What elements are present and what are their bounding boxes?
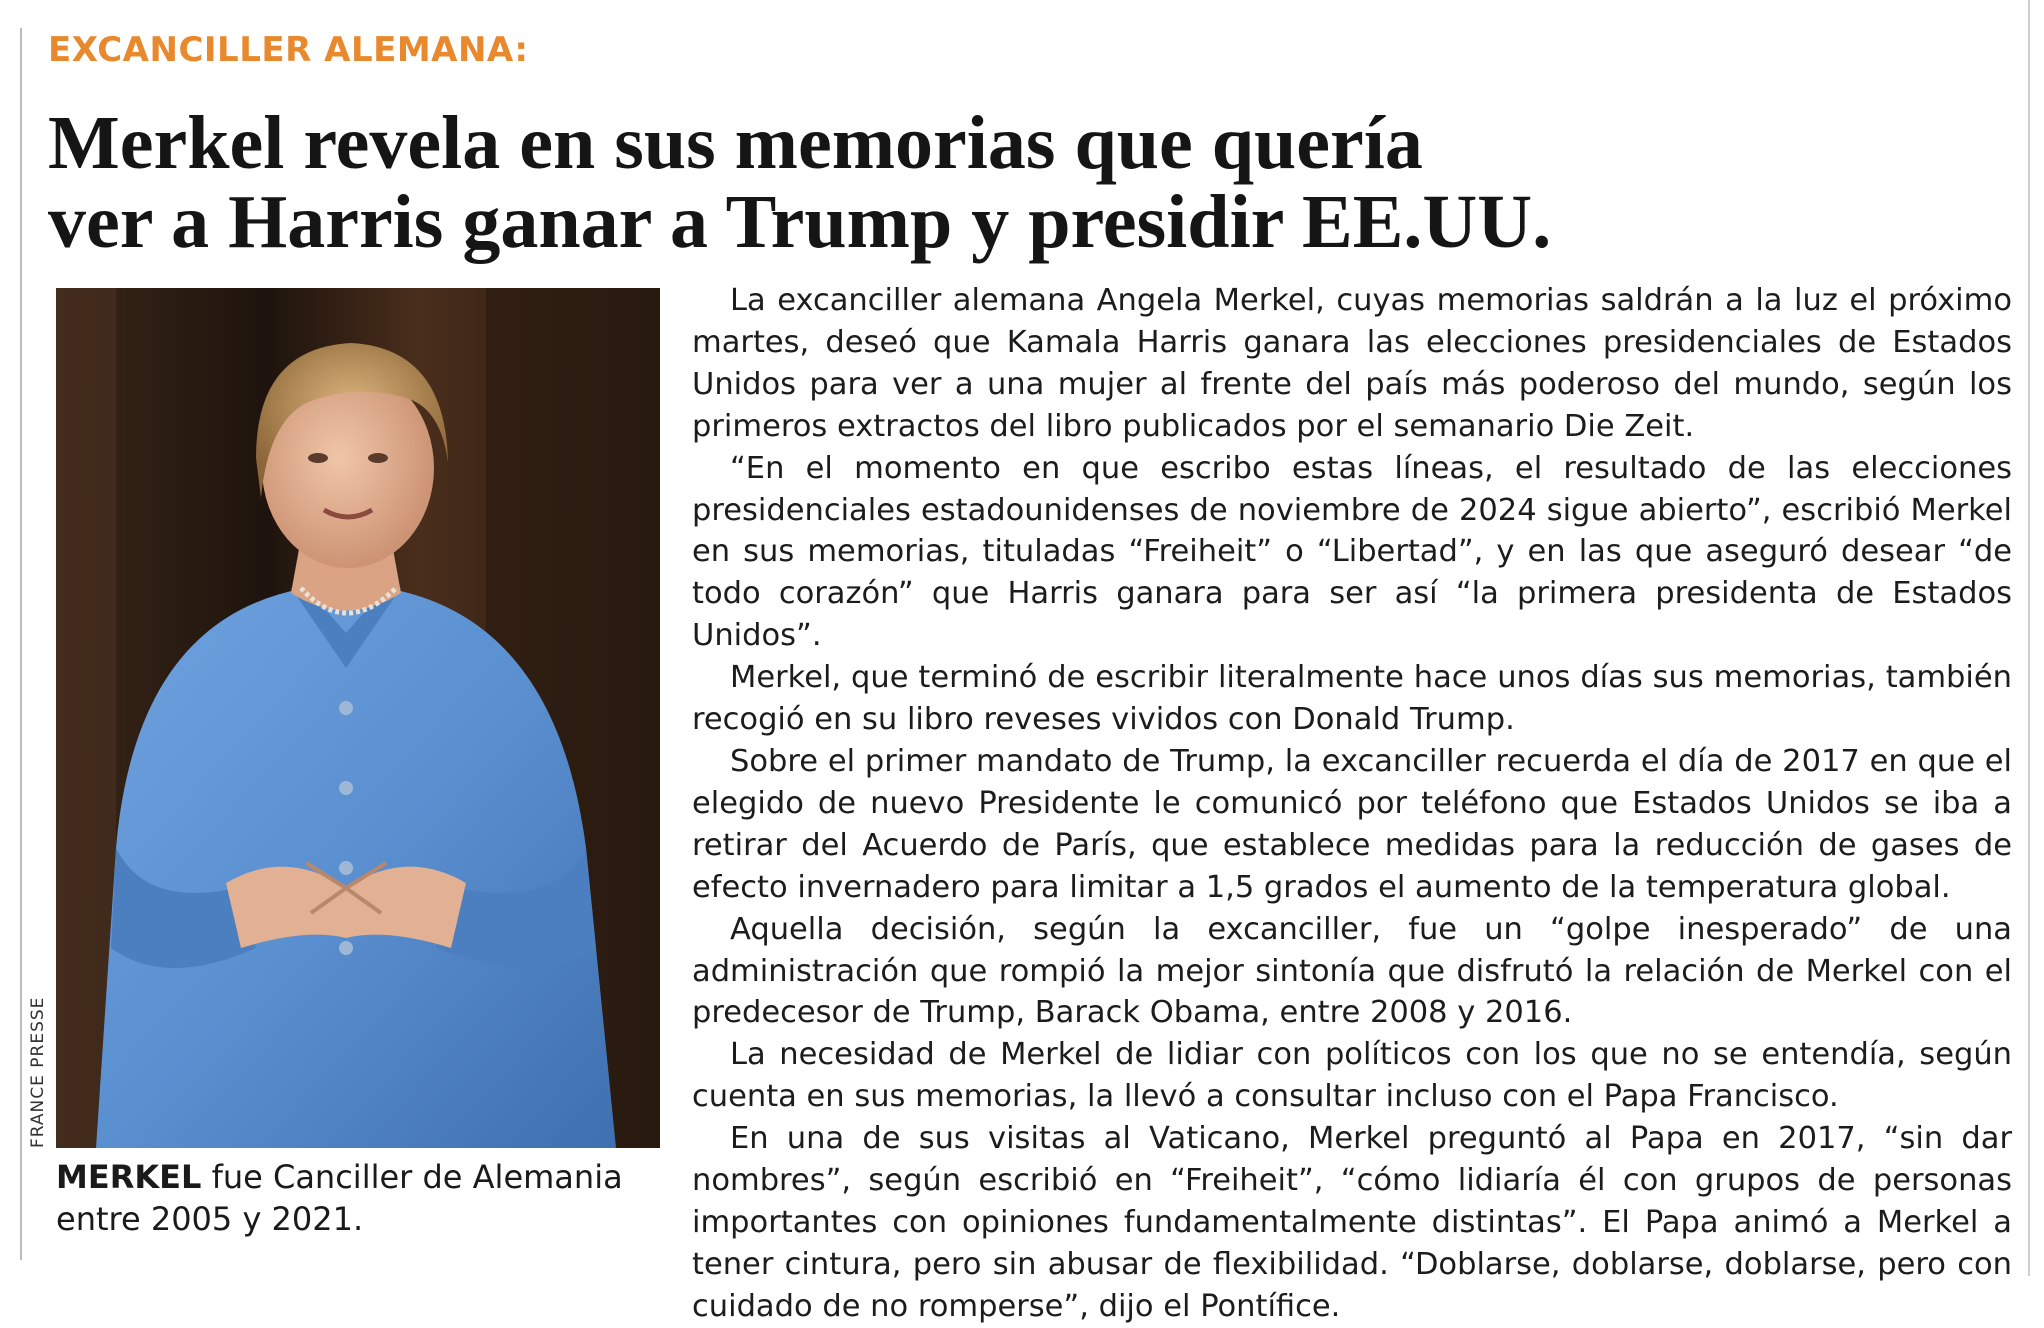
article-body: [692, 280, 2012, 1328]
merkel-photo-illustration: [56, 288, 660, 1148]
merkel-photo: [56, 288, 660, 1148]
article-paragraph-5: Aquella decisión, según la excanciller, fue un “golpe inesperado” de una administración que rompió la mejor sintonía que disfrutó la relación de Merkel con el predecesor de Trump, Barack Obama, entre 2008 y 2016.: [692, 911, 2012, 1031]
article-paragraph-7: En una de sus visitas al Vaticano, Merkel preguntó al Papa en 2017, “sin dar nombres”, según escribió en “Freiheit”, “cómo lidiaría él con grupos de personas importantes con opiniones fundamentalmente distintas”. El Papa animó a Merkel a tener cintura, pero sin abusar de flexibilidad. “Doblarse, doblarse, doblarse, pero con cuidado de no romperse”, dijo el Pontífice.: [692, 1121, 2012, 1324]
kicker: EXCANCILLER ALEMANA:: [48, 30, 529, 70]
left-column-rule: [20, 28, 22, 1260]
headline-line-2: ver a Harris ganar a Trump y presidir EE.UU.: [48, 180, 1552, 264]
article-paragraph-2: “En el momento en que escribo estas líneas, el resultado de las elecciones presidenciales estadounidenses de noviembre de 2024 sigue abierto”, escribió Merkel en sus memorias, tituladas “Freiheit” o “Libertad”, y en las que aseguró desear “de todo corazón” que Harris ganara para ser así “la primera presidenta de Estados Unidos”.: [692, 450, 2012, 654]
headline-line-1: Merkel revela en sus memorias que quería: [48, 101, 1423, 185]
right-column-rule: [2028, 0, 2030, 1276]
photo-credit: FRANCE PRESSE: [28, 996, 48, 1148]
article-paragraph-3: Merkel, que terminó de escribir literalmente hace unos días sus memorias, también recogió en su libro reveses vividos con Donald Trump.: [692, 660, 2012, 738]
caption-name: MERKEL: [56, 1158, 202, 1196]
caption-text: fue Canciller de Alemania entre 2005 y 2021.: [56, 1158, 623, 1238]
article-paragraph-4: Sobre el primer mandato de Trump, la excanciller recuerda el día de 2017 en que el elegido de nuevo Presidente le comunicó por teléfono que Estados Unidos se iba a retirar del Acuerdo de París, que establece medidas para la reducción de gases de efecto invernadero para limitar a 1,5 grados el aumento de la temperatura global.: [692, 743, 2012, 905]
headline: [48, 101, 2008, 264]
article-paragraph-6: La necesidad de Merkel de lidiar con políticos con los que no se entendía, según cuenta en sus memorias, la llevó a consultar incluso con el Papa Francisco.: [692, 1037, 2012, 1115]
photo-caption: [56, 1156, 666, 1240]
article-paragraph-1: La excanciller alemana Angela Merkel, cuyas memorias saldrán a la luz el próximo martes, deseó que Kamala Harris ganara las elecciones presidenciales de Estados Unidos para ver a una mujer al frente del país más poderoso del mundo, según los primeros extractos del libro publicados por el semanario Die Zeit.: [692, 283, 2012, 444]
